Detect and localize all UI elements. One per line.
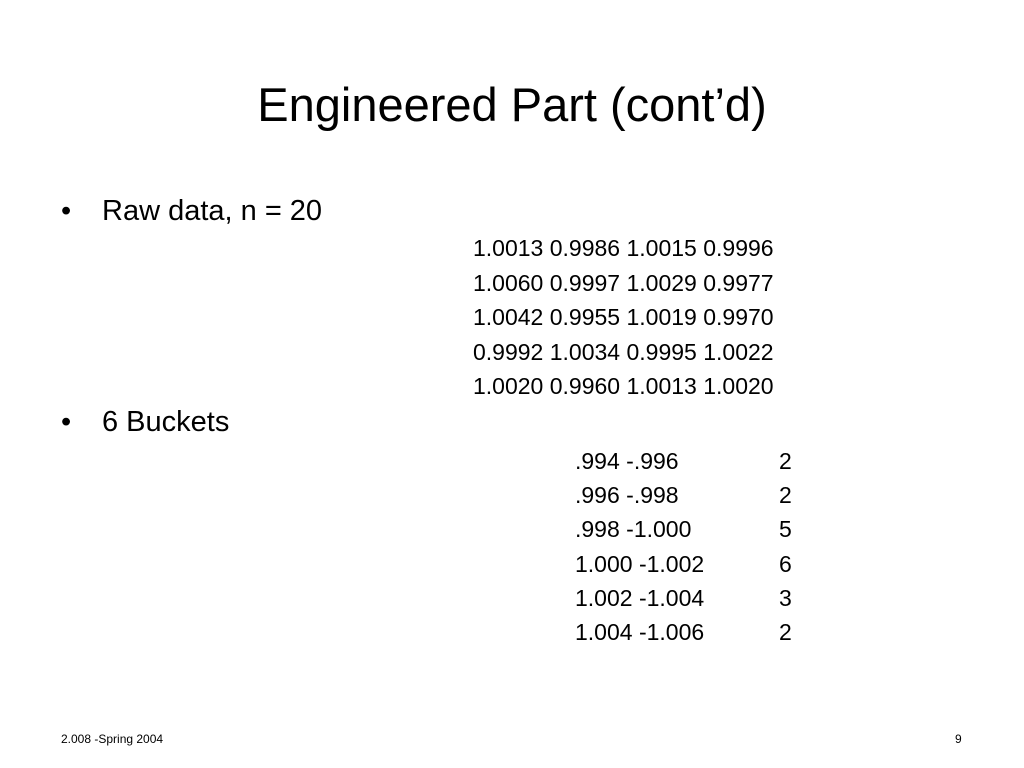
- slide-title: Engineered Part (cont’d): [257, 78, 767, 131]
- raw-data-row: [473, 335, 774, 370]
- bullet-dot: •: [61, 406, 72, 438]
- bullet-buckets: [61, 404, 229, 440]
- footer-course: 2.008 -Spring 2004: [61, 732, 164, 746]
- raw-data-row: [473, 231, 774, 266]
- bullet-label: 6 Buckets: [102, 406, 230, 438]
- bucket-range: .994 -.996: [575, 448, 679, 474]
- bullet-dot: •: [61, 195, 72, 227]
- raw-value: 0.9977: [703, 269, 774, 296]
- raw-value: 1.0013: [473, 235, 544, 261]
- raw-value: 0.9970: [703, 304, 774, 330]
- raw-value: 1.0060: [473, 269, 544, 296]
- raw-value: 1.0042: [473, 304, 544, 330]
- raw-value: 1.0015: [626, 235, 697, 261]
- raw-value: 1.0034: [549, 338, 621, 365]
- raw-data-row: [473, 369, 774, 404]
- raw-data-table: [473, 231, 774, 404]
- raw-value: 0.9986: [549, 235, 621, 261]
- raw-value: 1.0022: [703, 338, 774, 365]
- footer-page-number: 9: [955, 732, 962, 746]
- bucket-row: [575, 547, 792, 581]
- bucket-range: .998 -1.000: [575, 516, 692, 543]
- bucket-count: 2: [779, 482, 792, 509]
- bullet-label: Raw data, n = 20: [102, 195, 323, 227]
- bucket-range: 1.002 -1.004: [575, 584, 705, 611]
- raw-value: 0.9995: [626, 338, 697, 365]
- bucket-count: 6: [779, 550, 792, 577]
- raw-value: 1.0019: [626, 304, 697, 330]
- bucket-range: 1.004 -1.006: [575, 619, 705, 646]
- bucket-row: [575, 444, 792, 478]
- bucket-range: .996 -.998: [575, 482, 679, 509]
- raw-data-row: [473, 300, 774, 335]
- raw-value: 1.0029: [626, 269, 697, 296]
- bucket-count: 2: [779, 619, 792, 646]
- bullet-raw-data: [61, 193, 322, 229]
- raw-value: 0.9960: [549, 373, 621, 399]
- bucket-count: 2: [779, 448, 792, 474]
- raw-value: 0.9996: [703, 235, 774, 261]
- bucket-count: 5: [779, 516, 792, 543]
- raw-value: 1.0013: [626, 373, 697, 399]
- raw-data-row: [473, 266, 774, 301]
- bucket-row: [575, 512, 792, 546]
- raw-value: 0.9997: [549, 269, 621, 296]
- bucket-row: [575, 581, 792, 615]
- raw-value: 1.0020: [703, 373, 774, 399]
- raw-value: 0.9992: [473, 338, 544, 365]
- raw-value: 0.9955: [549, 304, 621, 330]
- bucket-row: [575, 615, 792, 649]
- bucket-count: 3: [779, 584, 792, 611]
- raw-value: 1.0020: [473, 373, 544, 399]
- bucket-row: [575, 478, 792, 512]
- bucket-table: [575, 444, 792, 649]
- bucket-range: 1.000 -1.002: [575, 550, 705, 577]
